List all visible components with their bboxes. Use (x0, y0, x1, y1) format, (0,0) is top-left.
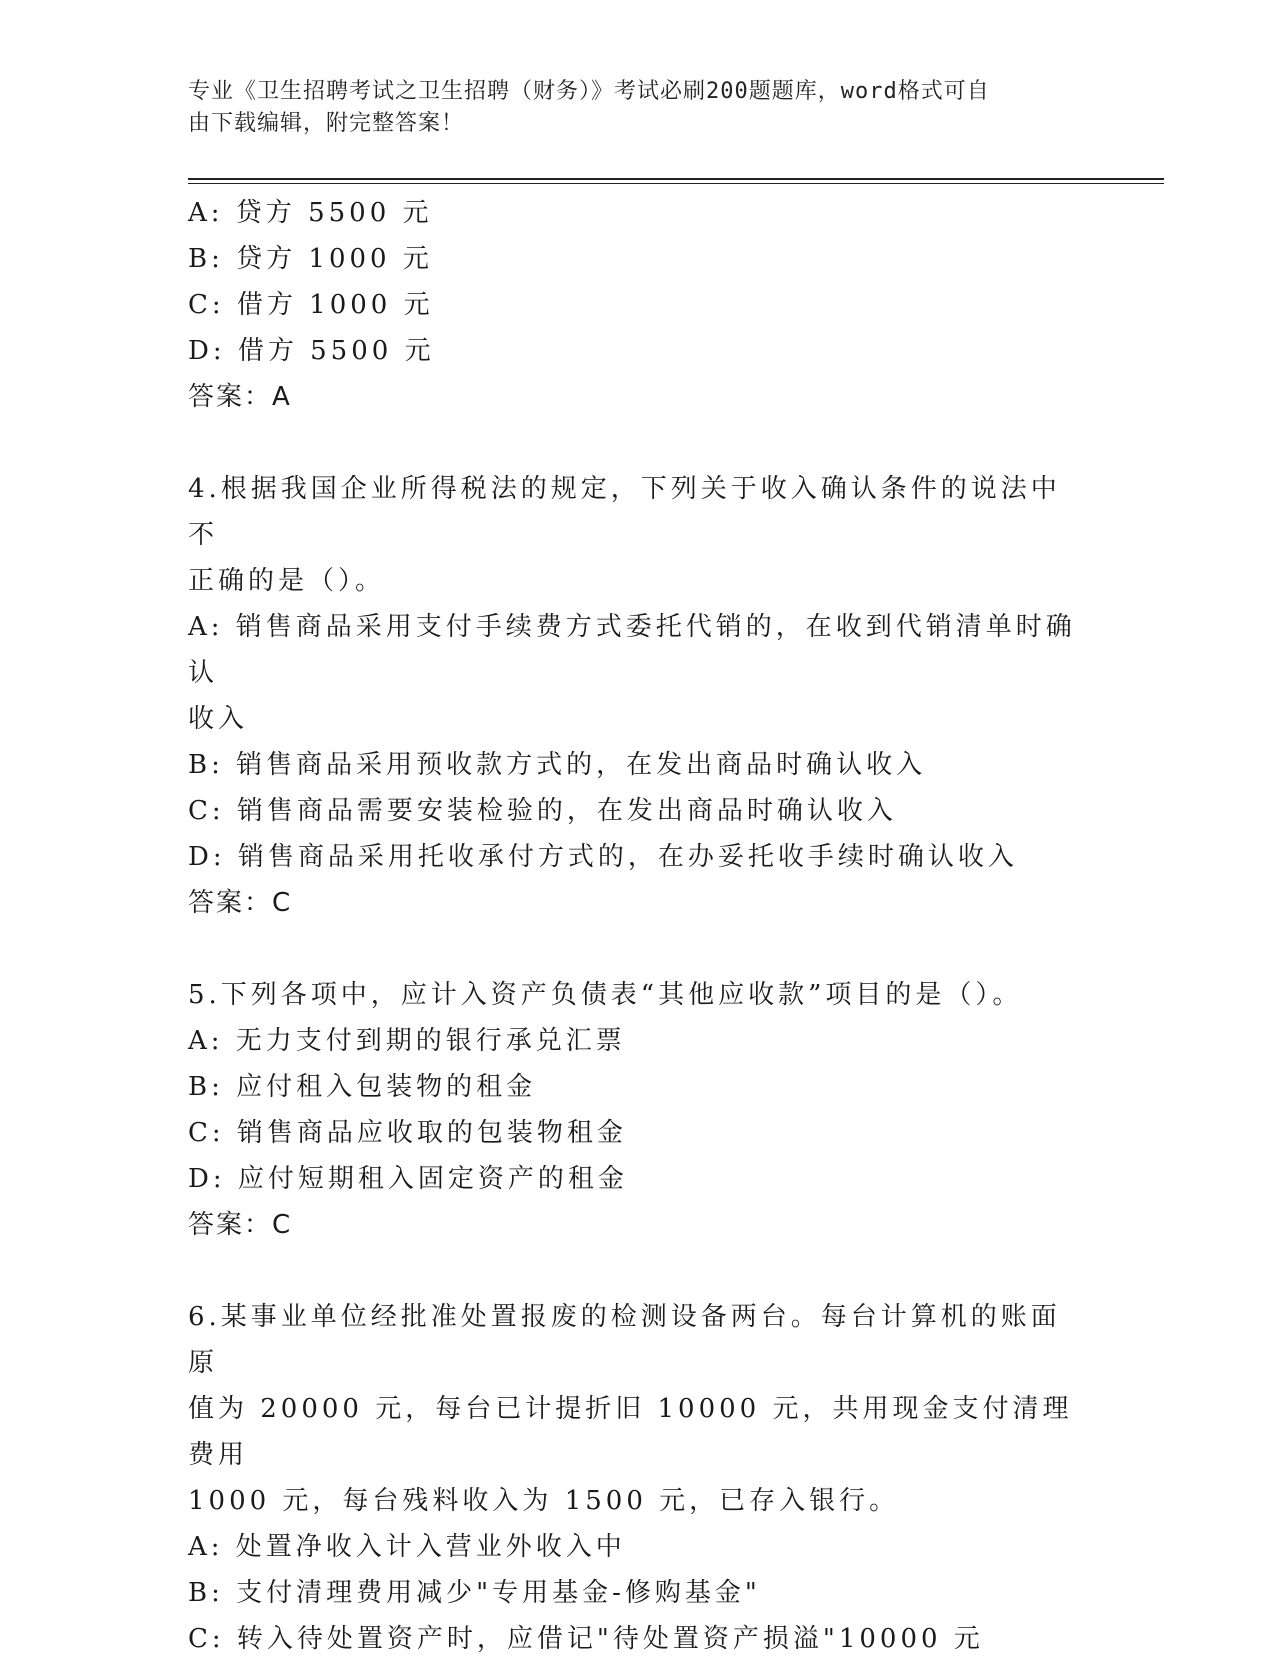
question-3-continued (188, 190, 1088, 420)
question-4 (188, 466, 1088, 926)
option-b: B: 贷方 1000 元 (188, 244, 433, 274)
header-line-1: 专业《卫生招聘考试之卫生招聘（财务）》考试必刷200题题库，word格式可自 (188, 79, 990, 104)
option-a-continued: 收入 (188, 704, 249, 734)
answer-label: 答案：C (188, 888, 293, 918)
spacer (188, 1248, 1088, 1294)
question-stem: 正确的是（）。 (188, 566, 386, 596)
option-a: A: 销售商品采用支付手续费方式委托代销的，在收到代销清单时确认 (188, 612, 1076, 688)
option-c: C: 销售商品需要安装检验的，在发出商品时确认收入 (188, 796, 897, 826)
answer-label: 答案：A (188, 382, 292, 412)
question-content (188, 190, 1088, 1662)
question-5 (188, 972, 1088, 1248)
header-divider-thin (188, 183, 1164, 184)
option-c: C: 借方 1000 元 (188, 290, 434, 320)
page-header (188, 76, 1078, 140)
option-c: C: 转入待处置资产时，应借记"待处置资产损溢"10000 元 (188, 1624, 984, 1654)
question-stem: 值为 20000 元，每台已计提折旧 10000 元，共用现金支付清理费用 (188, 1394, 1073, 1470)
header-line-2: 由下载编辑，附完整答案！ (188, 111, 465, 136)
answer-label: 答案：C (188, 1210, 293, 1240)
question-stem: 5.下列各项中，应计入资产负债表“其他应收款”项目的是（）。 (188, 980, 1023, 1010)
spacer (188, 420, 1088, 466)
question-stem: 6.某事业单位经批准处置报废的检测设备两台。每台计算机的账面原 (188, 1302, 1061, 1378)
option-a: A: 处置净收入计入营业外收入中 (188, 1532, 626, 1562)
option-b: B: 应付租入包装物的租金 (188, 1072, 537, 1102)
question-stem: 1000 元，每台残料收入为 1500 元，已存入银行。 (188, 1486, 900, 1516)
option-a: A: 无力支付到期的银行承兑汇票 (188, 1026, 626, 1056)
question-stem: 4.根据我国企业所得税法的规定，下列关于收入确认条件的说法中不 (188, 474, 1061, 550)
option-a: A: 贷方 5500 元 (188, 198, 433, 228)
option-d: D: 销售商品采用托收承付方式的，在办妥托收手续时确认收入 (188, 842, 1018, 872)
option-d: D: 借方 5500 元 (188, 336, 435, 366)
option-d: D: 应付短期租入固定资产的租金 (188, 1164, 628, 1194)
question-6 (188, 1294, 1088, 1662)
option-b: B: 支付清理费用减少"专用基金-修购基金" (188, 1578, 761, 1608)
spacer (188, 926, 1088, 972)
option-b: B: 销售商品采用预收款方式的，在发出商品时确认收入 (188, 750, 927, 780)
option-c: C: 销售商品应收取的包装物租金 (188, 1118, 627, 1148)
header-divider-thick (188, 178, 1164, 180)
